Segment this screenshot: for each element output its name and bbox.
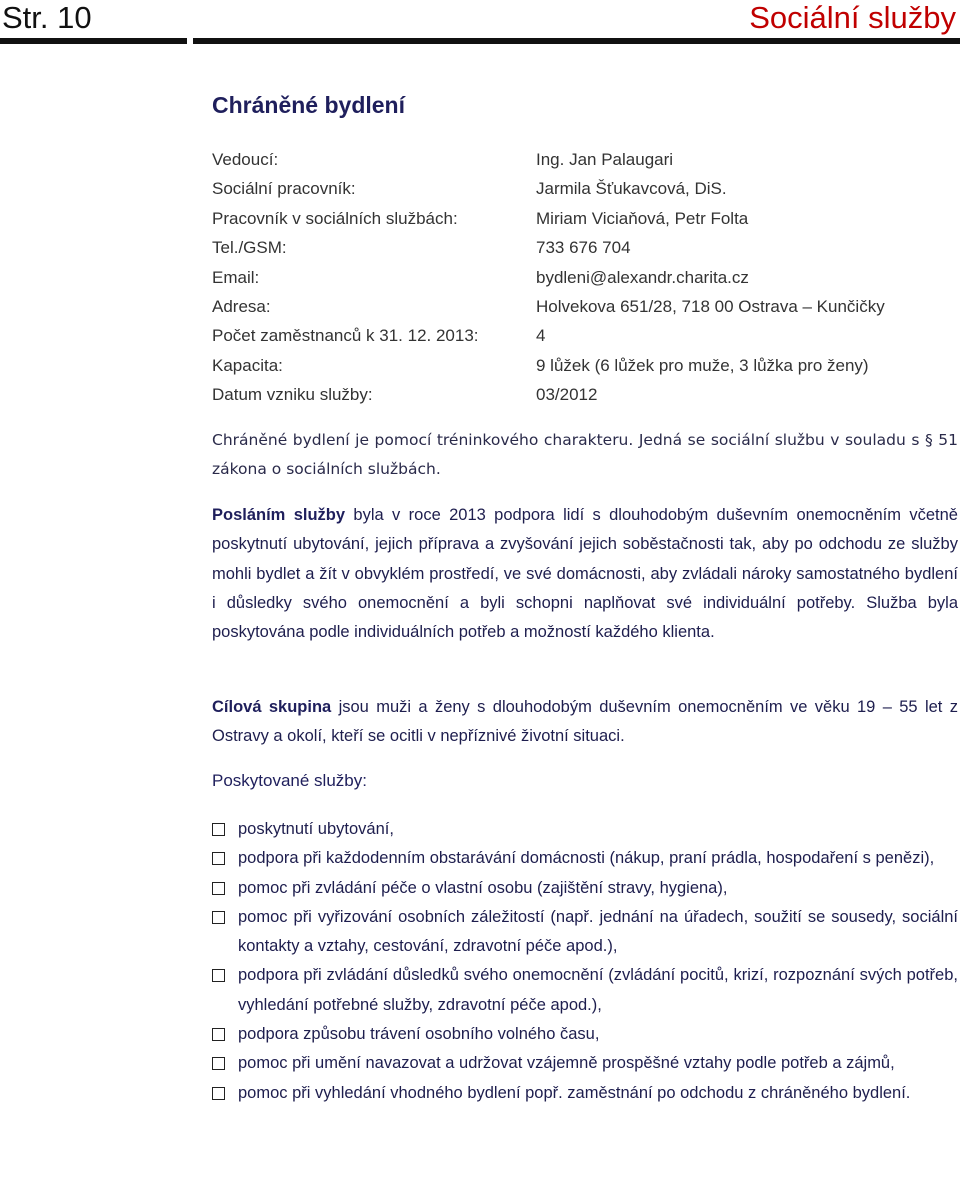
info-row	[212, 146, 952, 175]
page-number: Str. 10	[2, 0, 92, 35]
section-title: Sociální služby	[749, 0, 956, 35]
checkbox-icon	[212, 969, 225, 982]
info-label: Adresa:	[212, 296, 271, 316]
list-item	[212, 1020, 958, 1049]
checkbox-icon	[212, 1057, 225, 1070]
list-item	[212, 1079, 958, 1108]
info-label: Počet zaměstnanců k 31. 12. 2013:	[212, 326, 479, 346]
info-label: Tel./GSM:	[212, 238, 287, 258]
info-row	[212, 322, 952, 351]
info-row	[212, 381, 952, 410]
info-row	[212, 352, 952, 381]
intro-paragraph: Chráněné bydlení je pomocí tréninkového charakteru. Jedná se sociální službu v souladu s § 51 zákona o sociálních službách.	[212, 431, 958, 478]
checkbox-icon	[212, 882, 225, 895]
page-title: Chráněné bydlení	[212, 92, 405, 118]
target-text: jsou muži a ženy s dlouhodobým duševním onemocněním ve věku 19 – 55 let z Ostravy a okolí, kteří se ocitli v nepříznivé životní situaci.	[212, 698, 959, 746]
info-label: Sociální pracovník:	[212, 179, 356, 199]
email-link[interactable]: bydleni@alexandr.charita.cz	[536, 267, 749, 287]
checkbox-icon	[212, 852, 225, 865]
mission-lead: Posláním služby	[212, 506, 346, 524]
list-item-text: pomoc při umění navazovat a udržovat vzájemně prospěšné vztahy podle potřeb a zájmů,	[238, 1054, 895, 1073]
list-item	[212, 815, 958, 844]
list-item-text: pomoc při vyhledání vhodného bydlení popř. zaměstnání po odchodu z chráněného bydlení.	[238, 1083, 911, 1102]
list-item-text: podpora při každodenním obstarávání domácnosti (nákup, praní prádla, hospodaření s penězi),	[238, 849, 935, 868]
checkbox-icon	[212, 1028, 225, 1041]
mission-text: byla v roce 2013 podpora lidí s dlouhodobým duševním onemocněním včetně poskytnutí ubytování, jejich příprava a zvyšování jejich soběstačnosti tak, aby po odchodu ze služby mohli bydlet a žít v obvyklém prostředí, ve své domácnosti, aby zvládali nároky samostatného bydlení i důsledky svého onemocnění a byli schopni naplňovat své individuální potřeby. Služba byla poskytována podle individuálních potřeb a možností každého klienta.	[212, 506, 958, 642]
list-item	[212, 961, 958, 1020]
info-value: Miriam Viciaňová, Petr Folta	[536, 208, 749, 228]
list-item	[212, 874, 958, 903]
info-label: Kapacita:	[212, 355, 283, 375]
info-row	[212, 264, 952, 293]
checkbox-icon	[212, 823, 225, 836]
header-rule-left	[0, 38, 187, 44]
info-row	[212, 205, 952, 234]
list-item-text: podpora při zvládání důsledků svého onemocnění (zvládání pocitů, krizí, rozpoznání svých potřeb, vyhledání potřebné služby, zdravotní péče apod.),	[238, 966, 958, 1014]
info-row	[212, 293, 952, 322]
list-item-text: poskytnutí ubytování,	[238, 820, 394, 838]
list-item-text: pomoc při zvládání péče o vlastní osobu (zajištění stravy, hygiena),	[238, 878, 728, 897]
info-value: 9 lůžek (6 lůžek pro muže, 3 lůžka pro ženy)	[536, 355, 869, 375]
info-value: 4	[536, 326, 546, 346]
checkbox-icon	[212, 911, 225, 924]
info-value: Ing. Jan Palaugari	[536, 150, 674, 169]
info-row	[212, 175, 952, 204]
info-label: Email:	[212, 267, 260, 287]
list-item-text: podpora způsobu trávení osobního volného času,	[238, 1025, 600, 1044]
info-value: 733 676 704	[536, 238, 631, 258]
mission-paragraph	[212, 501, 958, 647]
info-row	[212, 234, 952, 263]
list-item-text: pomoc při vyřizování osobních záležitostí (např. jednání na úřadech, soužití se sousedy, sociální kontakty a vztahy, cestování, zdravotní péče apod.),	[238, 907, 958, 956]
target-paragraph	[212, 693, 958, 752]
checkbox-icon	[212, 1087, 225, 1100]
info-value: 03/2012	[536, 385, 598, 405]
services-list	[212, 815, 958, 1108]
info-table	[212, 146, 952, 411]
info-value: Jarmila Šťukavcová, DiS.	[536, 179, 727, 199]
target-lead: Cílová skupina	[212, 698, 332, 716]
header-rule-right	[193, 38, 960, 44]
info-label: Pracovník v sociálních službách:	[212, 208, 458, 228]
services-heading: Poskytované služby:	[212, 771, 367, 790]
list-item	[212, 844, 958, 873]
info-label: Vedoucí:	[212, 150, 279, 169]
list-item	[212, 1049, 958, 1078]
info-label: Datum vzniku služby:	[212, 385, 373, 405]
page-header	[0, 0, 960, 48]
info-value: Holvekova 651/28, 718 00 Ostrava – Kunčičky	[536, 296, 885, 316]
list-item	[212, 903, 958, 962]
